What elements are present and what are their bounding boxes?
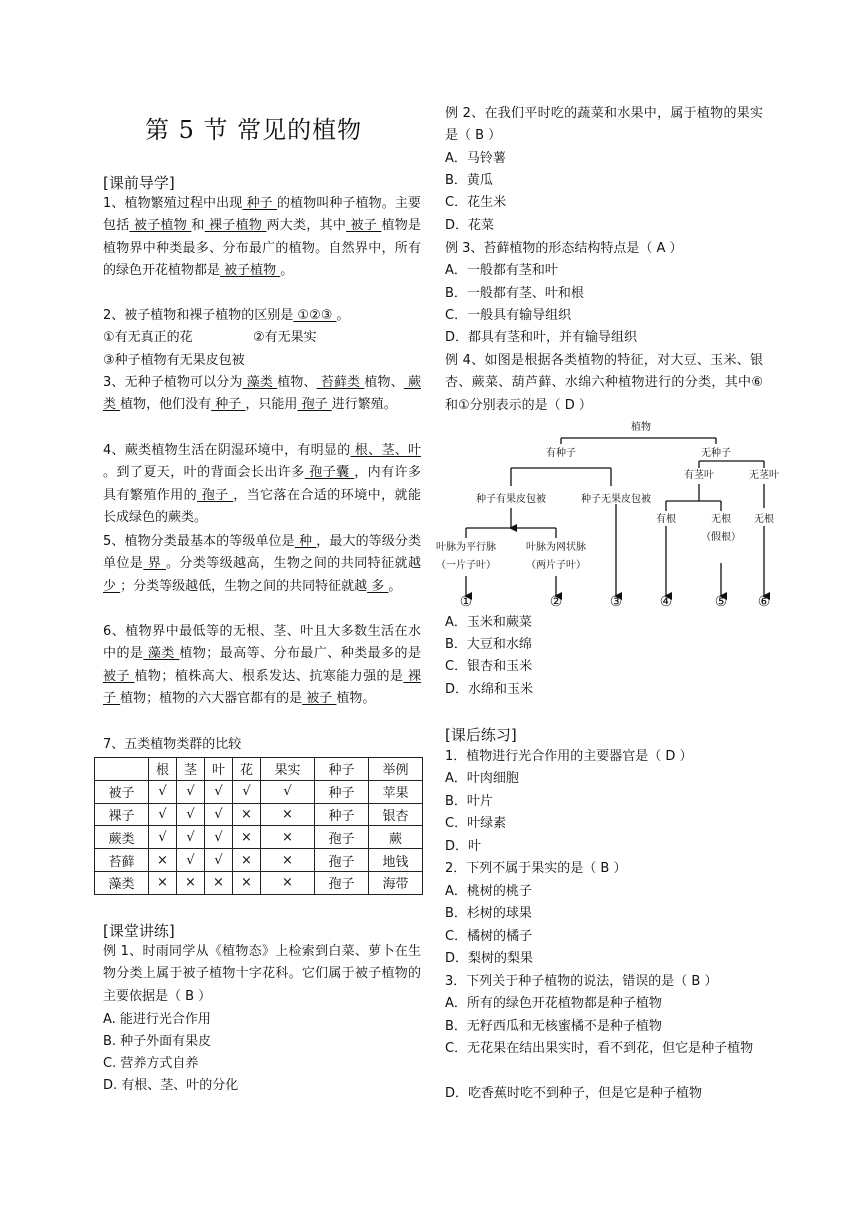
table-cell: 种子 (314, 803, 368, 826)
diagram-parallel-sub: （一片子叶） (436, 560, 496, 571)
post-q2: 2．下列不属于果实的是（ B ） (445, 861, 627, 876)
comparison-table (94, 757, 423, 895)
table-cell: 种子 (314, 780, 368, 803)
post-q1-option: B．叶片 (445, 794, 493, 809)
table-header-cell: 种子 (314, 758, 368, 781)
table-row (95, 803, 423, 826)
post-heading: [课后练习] (445, 726, 517, 744)
table-row (95, 780, 423, 803)
example-3-option: B．一般都有茎、叶和根 (445, 286, 584, 301)
pre-study-heading: [课前导学] (103, 174, 175, 192)
table-cell: 地钱 (368, 849, 422, 872)
diagram-leaf-6: ⑥ (757, 594, 771, 608)
example-4-option: A．玉米和蕨菜 (445, 615, 532, 630)
table-cell: × (260, 849, 314, 872)
page-title: 第 5 节 常见的植物 (145, 116, 363, 144)
diagram-noroot2-label: 无根 (754, 514, 774, 525)
pre-q2-option-a: ①有无真正的花 (103, 330, 193, 345)
post-q3-option: C．无花果在结出果实时，看不到花，但它是种子植物 (445, 1041, 754, 1056)
table-cell: 海带 (368, 871, 422, 894)
diagram-noroot-sub: （假根） (701, 532, 741, 543)
table-cell: 裸子 (95, 803, 149, 826)
post-q1-option: C．叶绿素 (445, 816, 507, 831)
table-header-row (95, 758, 423, 781)
table-cell: × (260, 826, 314, 849)
example-1-option: A. 能进行光合作用 (103, 1012, 211, 1027)
post-q1-option: D．叶 (445, 839, 482, 854)
table-cell: √ (176, 780, 204, 803)
post-q1-option: A．叶肉细胞 (445, 771, 519, 786)
table-cell: 孢子 (314, 849, 368, 872)
example-2-option: B．黄瓜 (445, 173, 493, 188)
table-header-cell: 茎 (176, 758, 204, 781)
pre-q7: 7、五类植物类群的比较 (103, 737, 242, 752)
table-cell: × (232, 871, 260, 894)
post-q3: 3．下列关于种子植物的说法，错误的是（ B ） (445, 974, 718, 989)
example-4-option: B．大豆和水绵 (445, 637, 532, 652)
example-2: 例 2、在我们平时吃的蔬菜和水果中，属于植物的果实是（ B ） (445, 106, 763, 144)
table-header-cell: 果实 (260, 758, 314, 781)
diagram-stemleaf-label: 有茎叶 (684, 470, 714, 481)
table-cell: √ (148, 780, 176, 803)
pre-q2-option-b: ②有无果实 (253, 330, 317, 345)
post-q1: 1．植物进行光合作用的主要器官是（ D ） (445, 749, 693, 764)
pre-q5: 5、植物分类最基本的等级单位是 种 ，最大的等级分类单位是 界 。分类等级越高，生物之间的共同特征就越 少 ；分类等级越低，生物之间的共同特征就越 多 。 (103, 534, 421, 594)
pre-q3: 3、无种子植物可以分为 藻类 植物、 苔藓类 植物、 蕨类 植物，他们没有 种子 ，只能用 孢子 进行繁殖。 (103, 375, 421, 413)
diagram-netted-label: 叶脉为网状脉 (526, 542, 586, 553)
post-q3-option: D．吃香蕉时吃不到种子，但是它是种子植物 (445, 1086, 703, 1101)
table-cell: × (260, 803, 314, 826)
example-4: 例 4、如图是根据各类植物的特征，对大豆、玉米、银杏、蕨菜、葫芦藓、水绵六种植物进行的分类，其中⑥和①分别表示的是（ D ） (445, 353, 763, 413)
table-cell: × (176, 871, 204, 894)
table-cell: √ (176, 826, 204, 849)
table-cell: 蕨类 (95, 826, 149, 849)
table-cell: × (204, 871, 232, 894)
table-cell: × (148, 871, 176, 894)
pre-q1: 1、植物繁殖过程中出现 种子 的植物叫种子植物。主要包括 被子植物 和 裸子植物 两大类，其中 被子 植物是植物界中种类最多、分布最广的植物。自然界中，所有的绿色开花植物都是 被子植物 。 (103, 196, 421, 279)
table-row (95, 826, 423, 849)
pre-q2-option-c: ③种子植物有无果皮包被 (103, 353, 245, 368)
table-header-cell: 举例 (368, 758, 422, 781)
example-2-option: C．花生米 (445, 195, 507, 210)
plant-classification-diagram (431, 416, 791, 608)
table-row (95, 849, 423, 872)
table-cell: 被子 (95, 780, 149, 803)
example-1-option: C. 营养方式自养 (103, 1056, 199, 1071)
example-4-option: C．银杏和玉米 (445, 659, 533, 674)
post-q2-option: C．橘树的橘子 (445, 929, 533, 944)
table-cell: √ (260, 780, 314, 803)
table-cell: √ (204, 803, 232, 826)
table-cell: √ (176, 803, 204, 826)
table-cell: √ (232, 780, 260, 803)
table-cell: × (232, 826, 260, 849)
example-3-option: D．都具有茎和叶，并有输导组织 (445, 330, 638, 345)
table-cell: √ (204, 826, 232, 849)
table-cell: 银杏 (368, 803, 422, 826)
diagram-seed-label: 有种子 (546, 448, 576, 459)
post-q2-option: B．杉树的球果 (445, 906, 532, 921)
pre-q2: 2、被子植物和裸子植物的区别是 ①②③ 。 (103, 308, 350, 323)
diagram-leaf-5: ⑤ (714, 594, 728, 608)
example-4-option: D．水绵和玉米 (445, 682, 534, 697)
diagram-nostemleaf-label: 无茎叶 (749, 470, 779, 481)
table-cell: × (148, 849, 176, 872)
table-cell: √ (176, 849, 204, 872)
example-1-option: B. 种子外面有果皮 (103, 1034, 212, 1049)
table-cell: 苔藓 (95, 849, 149, 872)
table-cell: × (260, 871, 314, 894)
table-row (95, 871, 423, 894)
example-3: 例 3、苔藓植物的形态结构特点是（ A ） (445, 241, 683, 256)
post-q3-option: B．无籽西瓜和无核蜜橘不是种子植物 (445, 1019, 662, 1034)
diagram-leaf-2: ② (549, 594, 563, 608)
table-cell: √ (148, 803, 176, 826)
example-3-option: A．一般都有茎和叶 (445, 263, 558, 278)
table-cell: 孢子 (314, 871, 368, 894)
post-q2-option: A．桃树的桃子 (445, 884, 532, 899)
pre-q6: 6、植物界中最低等的无根、茎、叶且大多数生活在水中的是 藻类 植物；最高等、分布最广、种类最多的是 被子 植物；植株高大、根系发达、抗寒能力强的是 裸子 植物；植物的六大器官都有的是 被子 植物。 (103, 624, 421, 707)
diagram-netted-sub: （两片子叶） (526, 560, 586, 571)
example-3-option: C．一般具有输导组织 (445, 308, 572, 323)
table-cell: √ (204, 849, 232, 872)
table-header-cell: 叶 (204, 758, 232, 781)
post-q3-option: A．所有的绿色开花植物都是种子植物 (445, 996, 662, 1011)
diagram-noseed-label: 无种子 (701, 448, 731, 459)
example-2-option: A．马铃薯 (445, 151, 506, 166)
diagram-parallel-label: 叶脉为平行脉 (436, 542, 496, 553)
example-1: 例 1、时雨同学从《植物态》上检索到白菜、萝卜在生物分类上属于被子植物十字花科。它们属于被子植物的主要依据是（ B ） (103, 944, 421, 1004)
table-cell: × (232, 849, 260, 872)
diagram-root-label: 植物 (631, 422, 651, 433)
table-header-cell: 花 (232, 758, 260, 781)
class-heading: [课堂讲练] (103, 922, 175, 940)
table-cell: 蕨 (368, 826, 422, 849)
example-2-option: D．花菜 (445, 218, 495, 233)
diagram-leaf-1: ① (459, 594, 473, 608)
table-cell: √ (148, 826, 176, 849)
post-q2-option: D．梨树的梨果 (445, 951, 534, 966)
table-header-cell: 根 (148, 758, 176, 781)
table-cell: 苹果 (368, 780, 422, 803)
diagram-hasroot-label: 有根 (656, 514, 676, 525)
diagram-leaf-3: ③ (609, 594, 623, 608)
table-cell: 孢子 (314, 826, 368, 849)
table-cell: 藻类 (95, 871, 149, 894)
diagram-leaf-4: ④ (659, 594, 673, 608)
diagram-naked-label: 种子无果皮包被 (581, 494, 651, 505)
pre-q4: 4、蕨类植物生活在阴湿环境中，有明显的 根、茎、叶 。到了夏天，叶的背面会长出许多 孢子囊 ，内有许多具有繁殖作用的 孢子 ，当它落在合适的环境中，就能长成绿色的蕨类。 (103, 443, 421, 526)
table-header-cell (95, 758, 149, 781)
table-cell: × (232, 803, 260, 826)
diagram-noroot-label: 无根 (711, 514, 731, 525)
diagram-covered-label: 种子有果皮包被 (476, 494, 546, 505)
table-cell: √ (204, 780, 232, 803)
example-1-option: D. 有根、茎、叶的分化 (103, 1078, 239, 1093)
